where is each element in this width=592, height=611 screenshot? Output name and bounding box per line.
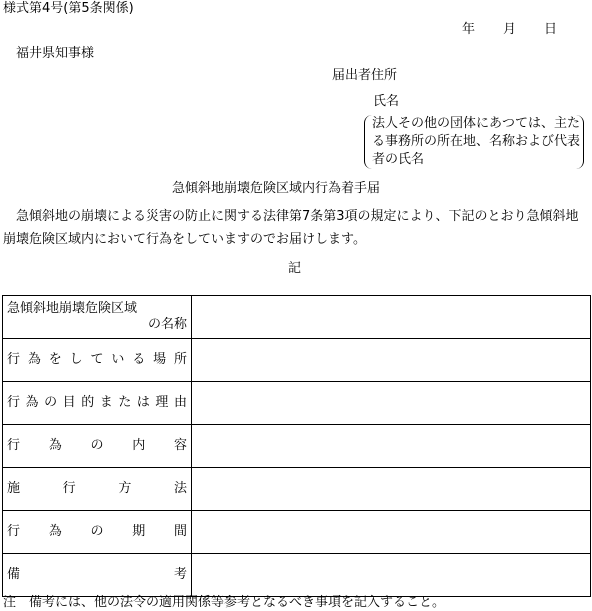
purpose-field[interactable] [192,382,591,425]
row-label-remarks: 備考 [3,554,192,597]
row-label-period: 行為の期間 [3,511,192,554]
applicant-address-label: 届出者住所 [332,68,398,83]
row-label-location: 行為をしている場所 [3,339,192,382]
date-line [462,22,585,38]
content-field[interactable] [192,425,591,468]
form-number-label: 様式第4号(第5条関係) [3,1,134,16]
remarks-field[interactable] [192,554,591,597]
period-field[interactable] [192,511,591,554]
document-title: 急傾斜地崩壊危険区域内行為着手届 [172,181,381,196]
table-row [3,511,591,554]
addressee: 福井県知事様 [16,46,95,61]
location-field[interactable] [192,339,591,382]
date-day-label: 日 [544,22,558,37]
table-row [3,382,591,425]
table-row [3,554,591,597]
row-label-line2: の名称 [147,317,187,332]
date-year-label: 年 [462,22,476,37]
area-name-field[interactable] [192,296,591,339]
row-label-purpose: 行為の目的または理由 [3,382,192,425]
row-label-content: 行為の内容 [3,425,192,468]
corporate-note: 法人その他の団体にあつては、主たる事務所の所在地、名称および代表者の氏名 [364,115,584,169]
footnote: 注 備考には、他の法令の適用関係等参考となるべき事項を記入すること。 [3,595,446,610]
form-table [2,295,591,597]
row-label-line1: 急傾斜地崩壊危険区域 [7,301,138,316]
applicant-name-label: 氏名 [373,94,400,109]
ki-heading: 記 [288,261,302,276]
table-row [3,339,591,382]
table-row [3,425,591,468]
row-label-area-name [3,296,192,339]
method-field[interactable] [192,468,591,511]
date-month-label: 月 [503,22,517,37]
document-body: 急傾斜地の崩壊による災害の防止に関する法律第7条第3項の規定により、下記のとおり急傾斜地崩壊危険区域内において行為をしていますのでお届けします。 [3,209,579,247]
table-row [3,468,591,511]
row-label-method: 施行方法 [3,468,192,511]
table-row [3,296,591,339]
